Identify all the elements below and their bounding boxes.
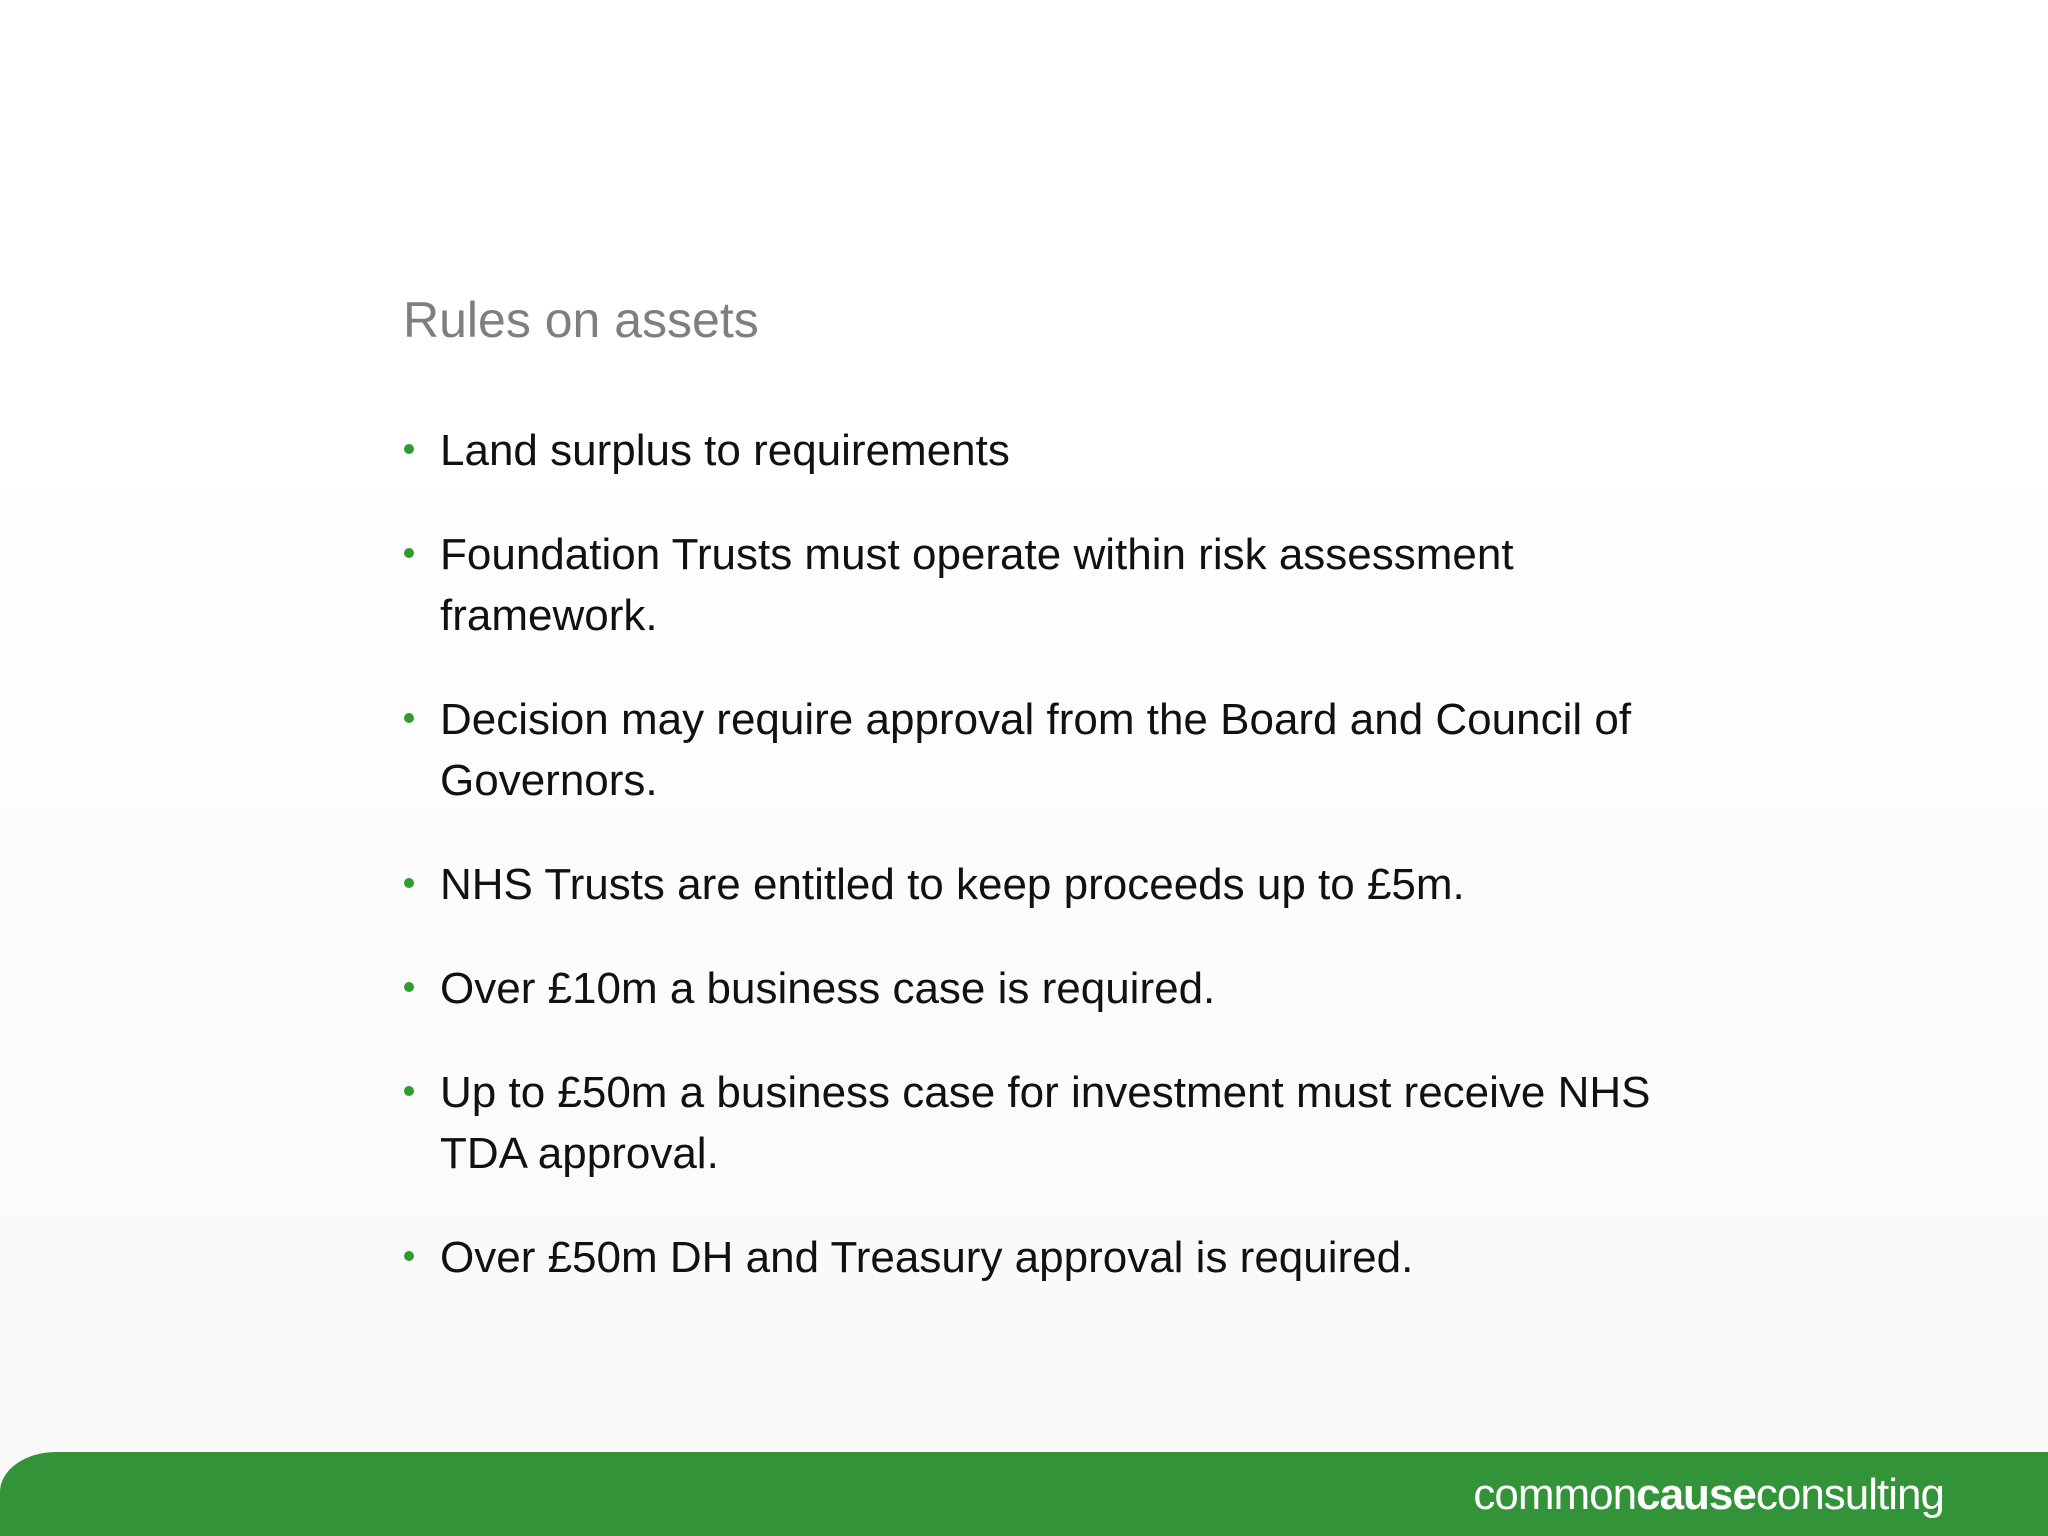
bullet-item — [400, 854, 1700, 915]
bullet-dot-icon — [404, 1086, 414, 1096]
bullet-dot-icon — [404, 713, 414, 723]
bullet-item — [400, 1062, 1700, 1184]
bullet-list — [400, 420, 1700, 1331]
bullet-dot-icon — [404, 548, 414, 558]
bullet-item — [400, 1227, 1700, 1288]
bullet-dot-icon — [404, 982, 414, 992]
bullet-text: NHS Trusts are entitled to keep proceeds up to £5m. — [440, 860, 1465, 909]
bullet-text: Over £10m a business case is required. — [440, 964, 1216, 1013]
bullet-item — [400, 958, 1700, 1019]
bullet-text: Foundation Trusts must operate within risk assessment framework. — [440, 530, 1514, 640]
bullet-dot-icon — [404, 1251, 414, 1261]
company-logo — [1473, 1470, 1944, 1520]
bullet-item — [400, 420, 1700, 481]
bullet-text: Over £50m DH and Treasury approval is required. — [440, 1233, 1414, 1282]
bullet-dot-icon — [404, 444, 414, 454]
logo-word-common: common — [1473, 1470, 1637, 1519]
logo-word-cause: cause — [1636, 1470, 1756, 1519]
logo-word-consulting: consulting — [1755, 1470, 1944, 1519]
bullet-item — [400, 689, 1700, 811]
bullet-text: Land surplus to requirements — [440, 426, 1010, 475]
bullet-dot-icon — [404, 878, 414, 888]
bullet-item — [400, 524, 1700, 646]
bullet-text: Decision may require approval from the Board and Council of Governors. — [440, 695, 1632, 805]
bullet-text: Up to £50m a business case for investment must receive NHS TDA approval. — [440, 1068, 1651, 1178]
slide-title: Rules on assets — [403, 292, 759, 348]
